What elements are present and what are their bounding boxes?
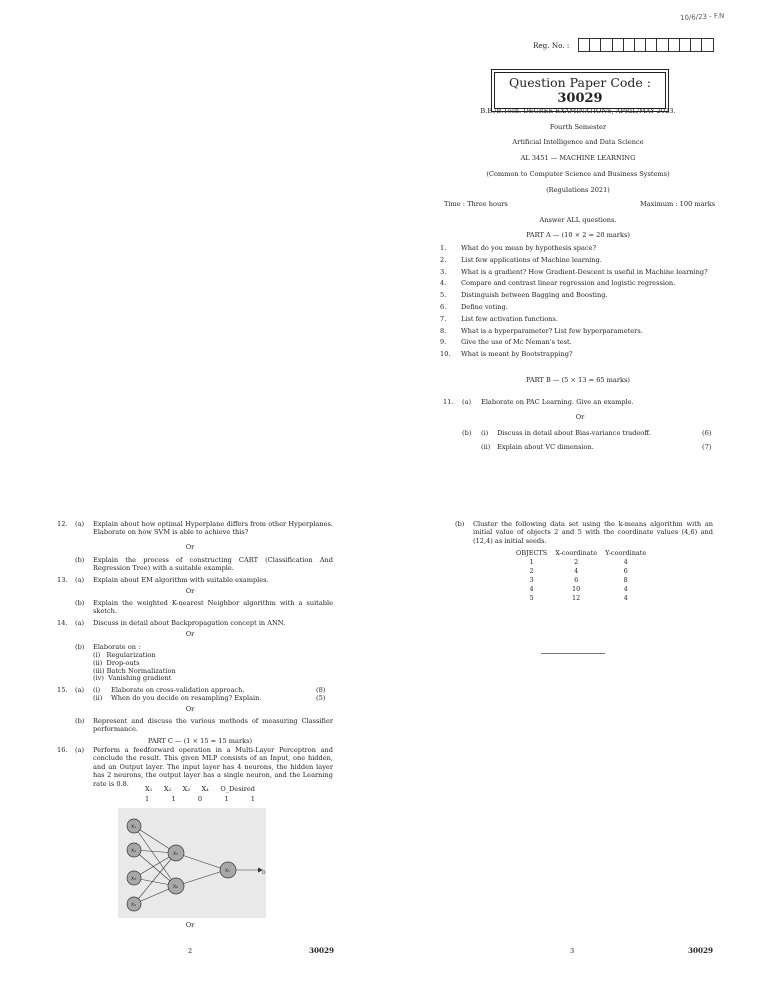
regulations: (Regulations 2021) <box>546 186 610 194</box>
q16-b-label: (b) <box>455 520 465 528</box>
handwritten-date: 10/6/23 - F.N <box>679 11 725 23</box>
page-2-number: 2 <box>188 947 193 955</box>
q14-number: 14. <box>57 619 68 627</box>
node-x3: X₃ <box>131 877 136 882</box>
table-header-cell: X-coordinate <box>555 548 598 557</box>
mlp-value-cell: 1 <box>145 795 150 803</box>
course-title: AL 3451 — MACHINE LEARNING <box>520 154 636 162</box>
table-row <box>512 557 650 566</box>
semester: Fourth Semester <box>549 123 607 131</box>
q11-or: Or <box>575 413 585 421</box>
q14-b-item: (iv) Vanishing gradient <box>93 674 172 683</box>
q16-a-label: (a) <box>75 746 85 754</box>
question-text: Distinguish between Bagging and Boosting. <box>461 291 608 300</box>
question-paper-code <box>494 72 666 109</box>
kmeans-table <box>512 548 650 602</box>
q12-a-text: Explain about how optimal Hyperplane differs from other Hyperplanes. Elaborate on how SVM is able to achieve this? <box>93 520 333 537</box>
mlp-network-svg <box>118 808 266 918</box>
q15-a-i-label: (i) <box>93 686 101 694</box>
node-x1: X₁ <box>131 825 136 830</box>
q11-b-i-text: Discuss in detail about Bias-variance tradeoff. <box>497 429 651 437</box>
node-x2: X₂ <box>131 849 136 854</box>
q13-a-text: Explain about EM algorithm with suitable examples. <box>93 576 269 584</box>
table-cell: 4 <box>623 584 628 593</box>
q13-or: Or <box>185 587 195 595</box>
q15-a-label: (a) <box>75 686 85 694</box>
q15-b-label: (b) <box>75 717 85 725</box>
table-header-cell: OBJECTS <box>516 548 548 557</box>
q16-b-text: Cluster the following data set using the k-means algorithm with an initial value of objects 2 and 5 with the coordinate values (4,6) and (12,4) as initial seeds. <box>473 520 713 545</box>
question-text: Give the use of Mc Neman's test. <box>461 338 572 347</box>
q14-a-text: Discuss in detail about Backpropagation concept in ANN. <box>93 619 286 627</box>
q11-a-label: (a) <box>462 398 472 406</box>
table-cell: 4 <box>529 584 534 593</box>
q15-a-ii-label: (ii) <box>93 694 103 702</box>
part-c-title: PART C — (1 × 15 = 15 marks) <box>147 737 253 745</box>
exam-title: B.E./B.Tech. DEGREE EXAMINATIONS, APRIL/MAY 2023. <box>480 107 676 115</box>
mlp-header-cell: X₂ <box>163 785 172 793</box>
node-x6: X₆ <box>173 885 178 890</box>
question-number: 1. <box>440 244 447 252</box>
question-text: What is a gradient? How Gradient-Descent is useful in Machine learning? <box>461 267 708 276</box>
q11-b-ii-label: (ii) <box>481 443 491 451</box>
max-marks: Maximum : 100 marks <box>640 200 716 208</box>
part-a-title: PART A — (10 × 2 = 20 marks) <box>526 231 630 239</box>
question-text: What is a hyperparameter? List few hyperparameters. <box>461 326 643 335</box>
q13-number: 13. <box>57 576 68 584</box>
time-allowed: Time : Three hours <box>444 200 508 208</box>
mlp-value-cell: 1 <box>250 795 255 803</box>
question-number: 8. <box>440 326 447 335</box>
table-cell: 3 <box>529 575 534 584</box>
mlp-input-header <box>145 785 255 793</box>
q11-b-label: (b) <box>462 429 472 437</box>
reg-no-boxes <box>578 38 714 52</box>
q11-b-i-label: (i) <box>481 429 489 437</box>
question-text: List few activation functions. <box>461 314 558 323</box>
table-row <box>512 584 650 593</box>
q15-b-text: Represent and discuss the various methods of measuring Classifier performance. <box>93 717 333 734</box>
question-text: List few applications of Machine learning. <box>461 255 602 264</box>
q15-or: Or <box>185 705 195 713</box>
mlp-header-cell: O_Desired <box>220 785 255 793</box>
mlp-header-cell: X₄ <box>201 785 209 793</box>
table-cell: 4 <box>574 566 579 575</box>
q11-a-text: Elaborate on PAC Learning. Give an example. <box>481 398 634 406</box>
end-rule <box>541 653 605 654</box>
page-2-code: 30029 <box>309 946 335 955</box>
q11-b-ii-marks: (7) <box>702 443 712 451</box>
table-cell: 4 <box>623 557 628 566</box>
question-number: 3. <box>440 267 447 276</box>
table-cell: 1 <box>529 557 534 566</box>
question-text: What do you mean by hypothesis space? <box>461 244 597 252</box>
q16-a-text: Perform a feedforward operation in a Multi-Layer Perceptron and conclude the result. This given MLP consists of an Input, one hidden, and an Output layer. The input layer has 4 neurons, the hidden layer has 2 neurons, the output layer has a single neuron, and the Learning rate is 0.8. <box>93 746 333 788</box>
table-cell: 4 <box>623 593 628 602</box>
mlp-value-cell: 1 <box>171 795 176 803</box>
q13-a-label: (a) <box>75 576 85 584</box>
question-text: What is meant by Bootstrapping? <box>461 350 573 359</box>
qp-label: Question Paper Code : <box>508 75 651 90</box>
output-o: O <box>262 871 266 876</box>
question-number: 9. <box>440 338 447 347</box>
question-text: Define voting. <box>461 303 508 311</box>
table-header-cell: Y-coordinate <box>605 548 647 557</box>
table-cell: 6 <box>623 566 628 575</box>
table-row <box>512 575 650 584</box>
q16-number: 16. <box>57 746 68 754</box>
reg-no-label: Reg. No. : <box>533 41 570 50</box>
q11-b-ii-text: Explain about VC dimension. <box>497 443 594 451</box>
question-number: 10. <box>440 350 451 359</box>
common-note: (Common to Computer Science and Business Systems) <box>486 170 670 178</box>
q13-b-text: Explain the weighted K-nearest Neighbor algorithm with a suitable sketch. <box>93 599 333 616</box>
question-number: 5. <box>440 291 447 300</box>
q15-a-i-text: Elaborate on cross-validation approach. <box>111 686 245 694</box>
question-number: 7. <box>440 314 447 323</box>
q15-a-ii-marks: (5) <box>316 694 326 702</box>
q15-number: 15. <box>57 686 68 694</box>
q16-or: Or <box>185 921 195 929</box>
department: Artificial Intelligence and Data Science <box>512 138 644 146</box>
question-text: Compare and contrast linear regression and logistic regression. <box>461 279 676 288</box>
node-x7: X₇ <box>225 869 230 874</box>
q14-b-text: Elaborate on : <box>93 643 141 651</box>
q15-a-i-marks: (8) <box>316 686 326 694</box>
question-number: 2. <box>440 255 447 264</box>
q14-a-label: (a) <box>75 619 85 627</box>
mlp-value-cell: 1 <box>224 795 229 803</box>
mlp-diagram <box>118 808 266 918</box>
mlp-input-values <box>145 795 255 803</box>
table-cell: 10 <box>572 584 581 593</box>
q12-or: Or <box>185 543 195 551</box>
table-cell: 6 <box>574 575 579 584</box>
table-row <box>512 566 650 575</box>
q14-or: Or <box>185 630 195 638</box>
mlp-header-cell: X₃ <box>182 785 190 793</box>
mlp-header-cell: X₁ <box>145 785 153 793</box>
instruction: Answer ALL questions. <box>539 216 617 224</box>
q13-b-label: (b) <box>75 599 85 607</box>
q12-b-text: Explain the process of constructing CART (Classification And Regression Tree) with a suitable example. <box>93 556 333 573</box>
table-cell: 12 <box>572 593 581 602</box>
table-cell: 8 <box>623 575 628 584</box>
q15-a-ii-text: When do you decide on resampling? Explain. <box>111 694 262 702</box>
q14-b-label: (b) <box>75 643 85 651</box>
table-cell: 2 <box>574 557 579 566</box>
q12-a-label: (a) <box>75 520 85 528</box>
node-x5: X₅ <box>173 852 178 857</box>
q12-number: 12. <box>57 520 68 528</box>
part-b-title: PART B — (5 × 13 = 65 marks) <box>526 376 630 384</box>
q14-b-item: (ii) Drop-outs <box>93 658 140 667</box>
page-3-number: 3 <box>570 947 575 955</box>
page-3-code: 30029 <box>688 946 714 955</box>
q14-b-item: (iii) Batch Normalization <box>93 666 176 675</box>
qp-code: 30029 <box>557 91 603 106</box>
question-number: 4. <box>440 279 447 288</box>
mlp-value-cell: 0 <box>197 795 203 803</box>
table-row <box>512 593 650 602</box>
q12-b-label: (b) <box>75 556 85 564</box>
table-cell: 5 <box>529 593 534 602</box>
q11-b-i-marks: (6) <box>702 429 712 437</box>
node-x4: X₄ <box>131 903 136 908</box>
question-number: 6. <box>440 303 447 311</box>
q14-b-item: (i) Regularization <box>93 651 156 659</box>
q11-number: 11. <box>443 398 454 406</box>
table-cell: 2 <box>529 566 534 575</box>
